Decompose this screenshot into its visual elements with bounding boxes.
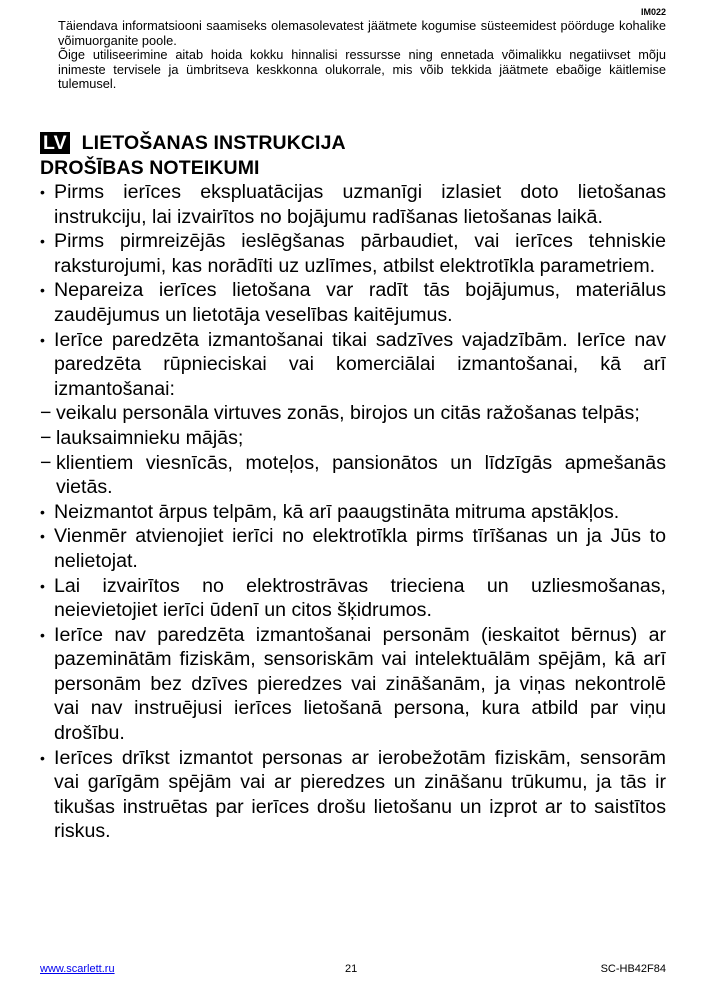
dash-list-item bbox=[40, 426, 666, 451]
intro-paragraph: Õige utiliseerimine aitab hoida kokku hinnalisi ressursse ning ennetada võimalikku negatiivset mõju inimeste tervisele ja ümbritseva keskkonna olukorrale, mis võib tekkida jäätmete ebaõige käitlemise tulemusel. bbox=[58, 47, 666, 92]
dash-list-item bbox=[40, 401, 666, 426]
bullet-marker: • bbox=[40, 749, 45, 766]
safety-rules-list bbox=[40, 180, 666, 844]
list-item-text: klientiem viesnīcās, moteļos, pansionātos un līdzīgās apmešanās vietās. bbox=[56, 451, 666, 499]
bullet-list-item bbox=[40, 278, 666, 327]
dash-marker: − bbox=[40, 402, 52, 425]
section-title: LIETOŠANAS INSTRUKCIJA bbox=[81, 132, 346, 154]
list-item-text: Neizmantot ārpus telpām, kā arī paaugstināta mitruma apstākļos. bbox=[54, 500, 620, 523]
list-item-text: Nepareiza ierīces lietošana var radīt tās bojājumus, materiālus zaudējumus un lietotāja veselības kaitējumus. bbox=[54, 279, 666, 326]
model-code: IM022 bbox=[640, 7, 666, 17]
bullet-list-item bbox=[40, 623, 666, 746]
website-link[interactable]: www.scarlett.ru bbox=[40, 963, 115, 975]
bullet-marker: • bbox=[40, 626, 45, 643]
dash-marker: − bbox=[40, 426, 52, 449]
bullet-list-item bbox=[40, 328, 666, 402]
bullet-list-item bbox=[40, 746, 666, 844]
bullet-marker: • bbox=[40, 503, 45, 520]
list-item-text: Vienmēr atvienojiet ierīci no elektrotīkla pirms tīrīšanas un ja Jūs to nelietojat. bbox=[54, 525, 666, 572]
bullet-marker: • bbox=[40, 528, 45, 545]
dash-list-item bbox=[40, 451, 666, 500]
bullet-list-item bbox=[40, 574, 666, 623]
page-number: 21 bbox=[345, 963, 358, 975]
bullet-marker: • bbox=[40, 233, 45, 250]
list-item-text: lauksaimnieku mājās; bbox=[56, 426, 244, 449]
intro-paragraph: Täiendava informatsiooni saamiseks olemasolevatest jäätmete kogumise süsteemidest pöörduge kohalike võimuorganite poole. bbox=[58, 18, 666, 48]
list-item-text: Ierīce paredzēta izmantošanai tikai sadzīves vajadzībām. Ierīce nav paredzēta rūpnieciskai vai komerciālai izmantošanai, kā arī izmantošanai: bbox=[54, 328, 666, 400]
page-footer bbox=[40, 963, 666, 979]
section-subtitle: DROŠĪBAS NOTEIKUMI bbox=[40, 157, 260, 179]
bullet-marker: • bbox=[40, 331, 45, 348]
bullet-list-item bbox=[40, 500, 666, 525]
list-item-text: Pirms ierīces ekspluatācijas uzmanīgi izlasiet doto lietošanas instrukciju, lai izvairītos no bojājumu radīšanas lietošanas laikā. bbox=[54, 181, 666, 228]
list-item-text: Ierīce nav paredzēta izmantošanai personām (ieskaitot bērnus) ar pazeminātām fiziskām, sensoriskām vai intelektuālām spējām, kā arī personām bez dzīves pieredzes vai zināšanām, ja viņas nekontrolē vai nav instruējusi ierīces lietošanā persona, kura atbild par viņu drošību. bbox=[54, 623, 666, 745]
list-item-text: Pirms pirmreizējās ieslēgšanas pārbaudiet, vai ierīces tehniskie raksturojumi, kas norādīti uz uzlīmes, atbilst elektrotīkla parametriem. bbox=[54, 230, 666, 277]
bullet-marker: • bbox=[40, 282, 45, 299]
bullet-list-item bbox=[40, 229, 666, 278]
bullet-marker: • bbox=[40, 184, 45, 200]
section-heading bbox=[40, 131, 670, 181]
section-title-line bbox=[40, 131, 670, 156]
bullet-marker: • bbox=[40, 577, 45, 594]
list-item-text: Ierīces drīkst izmantot personas ar ierobežotām fiziskām, sensorām vai garīgām spējām vai ar pieredzes un zināšanu trūkumu, ja tās ir tikušas instruētas par ierīces drošu lietošanu un izprot ar to saistītos riskus. bbox=[54, 746, 666, 843]
dash-marker: − bbox=[40, 451, 52, 474]
bullet-list-item bbox=[40, 180, 666, 229]
bullet-list-item bbox=[40, 524, 666, 573]
language-badge: LV bbox=[40, 132, 70, 154]
footer-model: SC-HB42F84 bbox=[600, 963, 666, 975]
list-item-text: veikalu personāla virtuves zonās, birojos un citās ražošanas telpās; bbox=[56, 402, 640, 425]
list-item-text: Lai izvairītos no elektrostrāvas trieciena un uzliesmošanas, neievietojiet ierīci ūdenī un citos šķidrumos. bbox=[54, 574, 666, 622]
intro-text bbox=[58, 19, 666, 92]
